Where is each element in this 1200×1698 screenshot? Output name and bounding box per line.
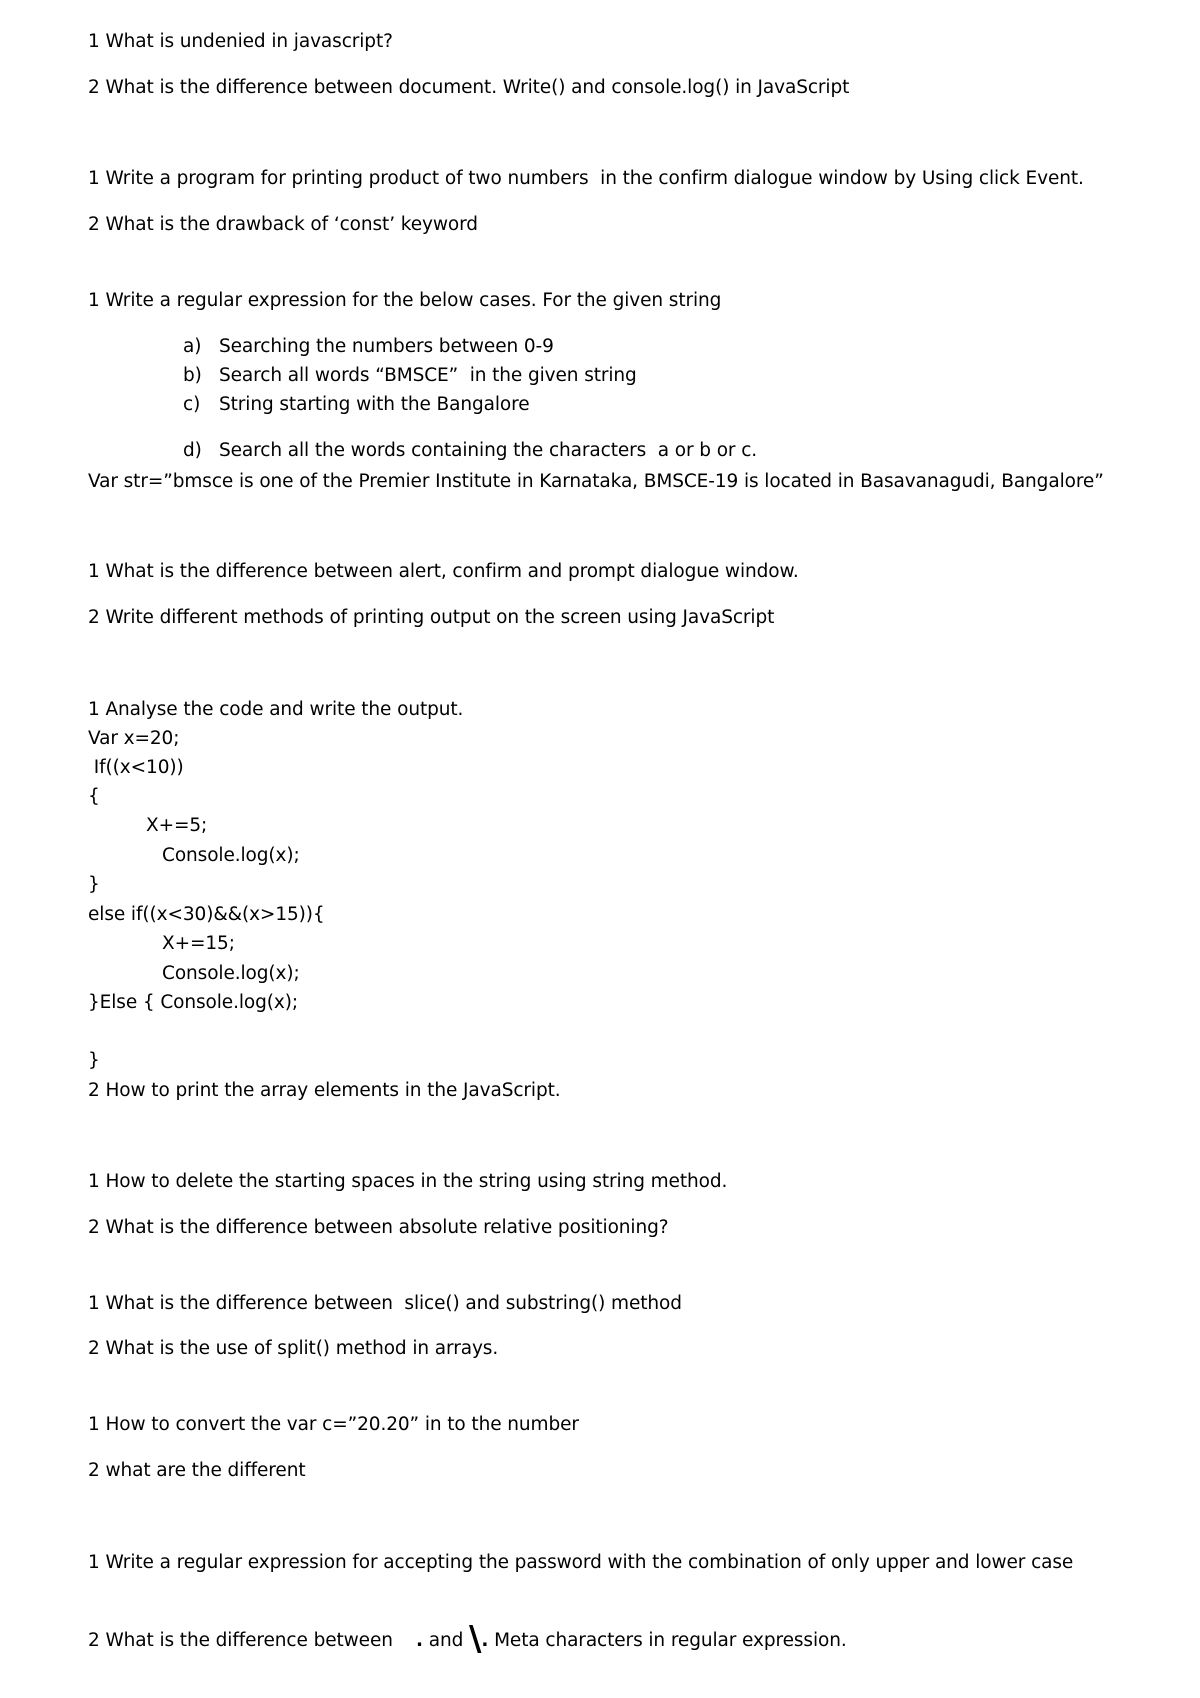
- s3-item-a-text: Searching the numbers between 0-9: [219, 336, 554, 357]
- code-line: }: [88, 874, 100, 895]
- s3-item-c-text: String starting with the Bangalore: [219, 394, 530, 415]
- s5-question-2: 2 How to print the array elements in the JavaScript.: [88, 1080, 561, 1101]
- s9-q2-dot: .: [416, 1630, 423, 1651]
- s1-question-2: 2 What is the difference between document. Write() and console.log() in JavaScript: [88, 77, 850, 98]
- s4-question-2: 2 Write different methods of printing output on the screen using JavaScript: [88, 607, 775, 628]
- s8-question-2: 2 what are the different: [88, 1460, 306, 1481]
- s7-question-1: 1 What is the difference between slice() and substring() method: [88, 1293, 682, 1314]
- code-line: else if((x<30)&&(x>15)){: [88, 904, 325, 925]
- s3-item-b-label: b): [183, 365, 202, 386]
- s3-item-d-label: d): [183, 440, 202, 461]
- s9-q2-backslash: \: [469, 1619, 482, 1659]
- s1-question-1: 1 What is undenied in javascript?: [88, 31, 393, 52]
- s3-question-1: 1 Write a regular expression for the below cases. For the given string: [88, 290, 722, 311]
- code-line: Console.log(x);: [162, 963, 300, 984]
- s9-q2-suffix: Meta characters in regular expression.: [494, 1630, 847, 1651]
- s9-q2-prefix: 2 What is the difference between: [88, 1630, 393, 1651]
- s4-question-1: 1 What is the difference between alert, confirm and prompt dialogue window.: [88, 561, 799, 582]
- s9-q2-dot-2: .: [481, 1630, 489, 1651]
- code-line: {: [88, 786, 100, 807]
- s9-question-1: 1 Write a regular expression for accepting the password with the combination of only upper and lower case: [88, 1552, 1074, 1573]
- s2-question-2: 2 What is the drawback of ‘const’ keyword: [88, 214, 478, 235]
- s6-question-2: 2 What is the difference between absolute relative positioning?: [88, 1217, 669, 1238]
- code-line: If((x<10)): [88, 757, 184, 778]
- s3-item-d-text: Search all the words containing the characters a or b or c.: [219, 440, 758, 461]
- s3-string-line: Var str=”bmsce is one of the Premier Institute in Karnataka, BMSCE-19 is located in Basavanagudi, Bangalore”: [88, 471, 1104, 492]
- s9-q2-and: and: [428, 1630, 464, 1651]
- s3-item-a-label: a): [183, 336, 202, 357]
- s3-item-c-label: c): [183, 394, 201, 415]
- s6-question-1: 1 How to delete the starting spaces in the string using string method.: [88, 1171, 728, 1192]
- s9-question-2: [88, 1619, 847, 1659]
- code-line: X+=15;: [162, 933, 235, 954]
- s5-question-1: 1 Analyse the code and write the output.: [88, 699, 464, 720]
- code-line: }Else { Console.log(x);: [88, 992, 298, 1013]
- code-line: X+=5;: [146, 815, 208, 836]
- s2-question-1: 1 Write a program for printing product of two numbers in the confirm dialogue window by Using click Event.: [88, 168, 1084, 189]
- code-line: }: [88, 1050, 100, 1071]
- code-line: Console.log(x);: [162, 845, 300, 866]
- code-line: Var x=20;: [88, 728, 180, 749]
- s7-question-2: 2 What is the use of split() method in arrays.: [88, 1338, 499, 1359]
- s3-item-b-text: Search all words “BMSCE” in the given string: [219, 365, 637, 386]
- s8-question-1: 1 How to convert the var c=”20.20” in to the number: [88, 1414, 579, 1435]
